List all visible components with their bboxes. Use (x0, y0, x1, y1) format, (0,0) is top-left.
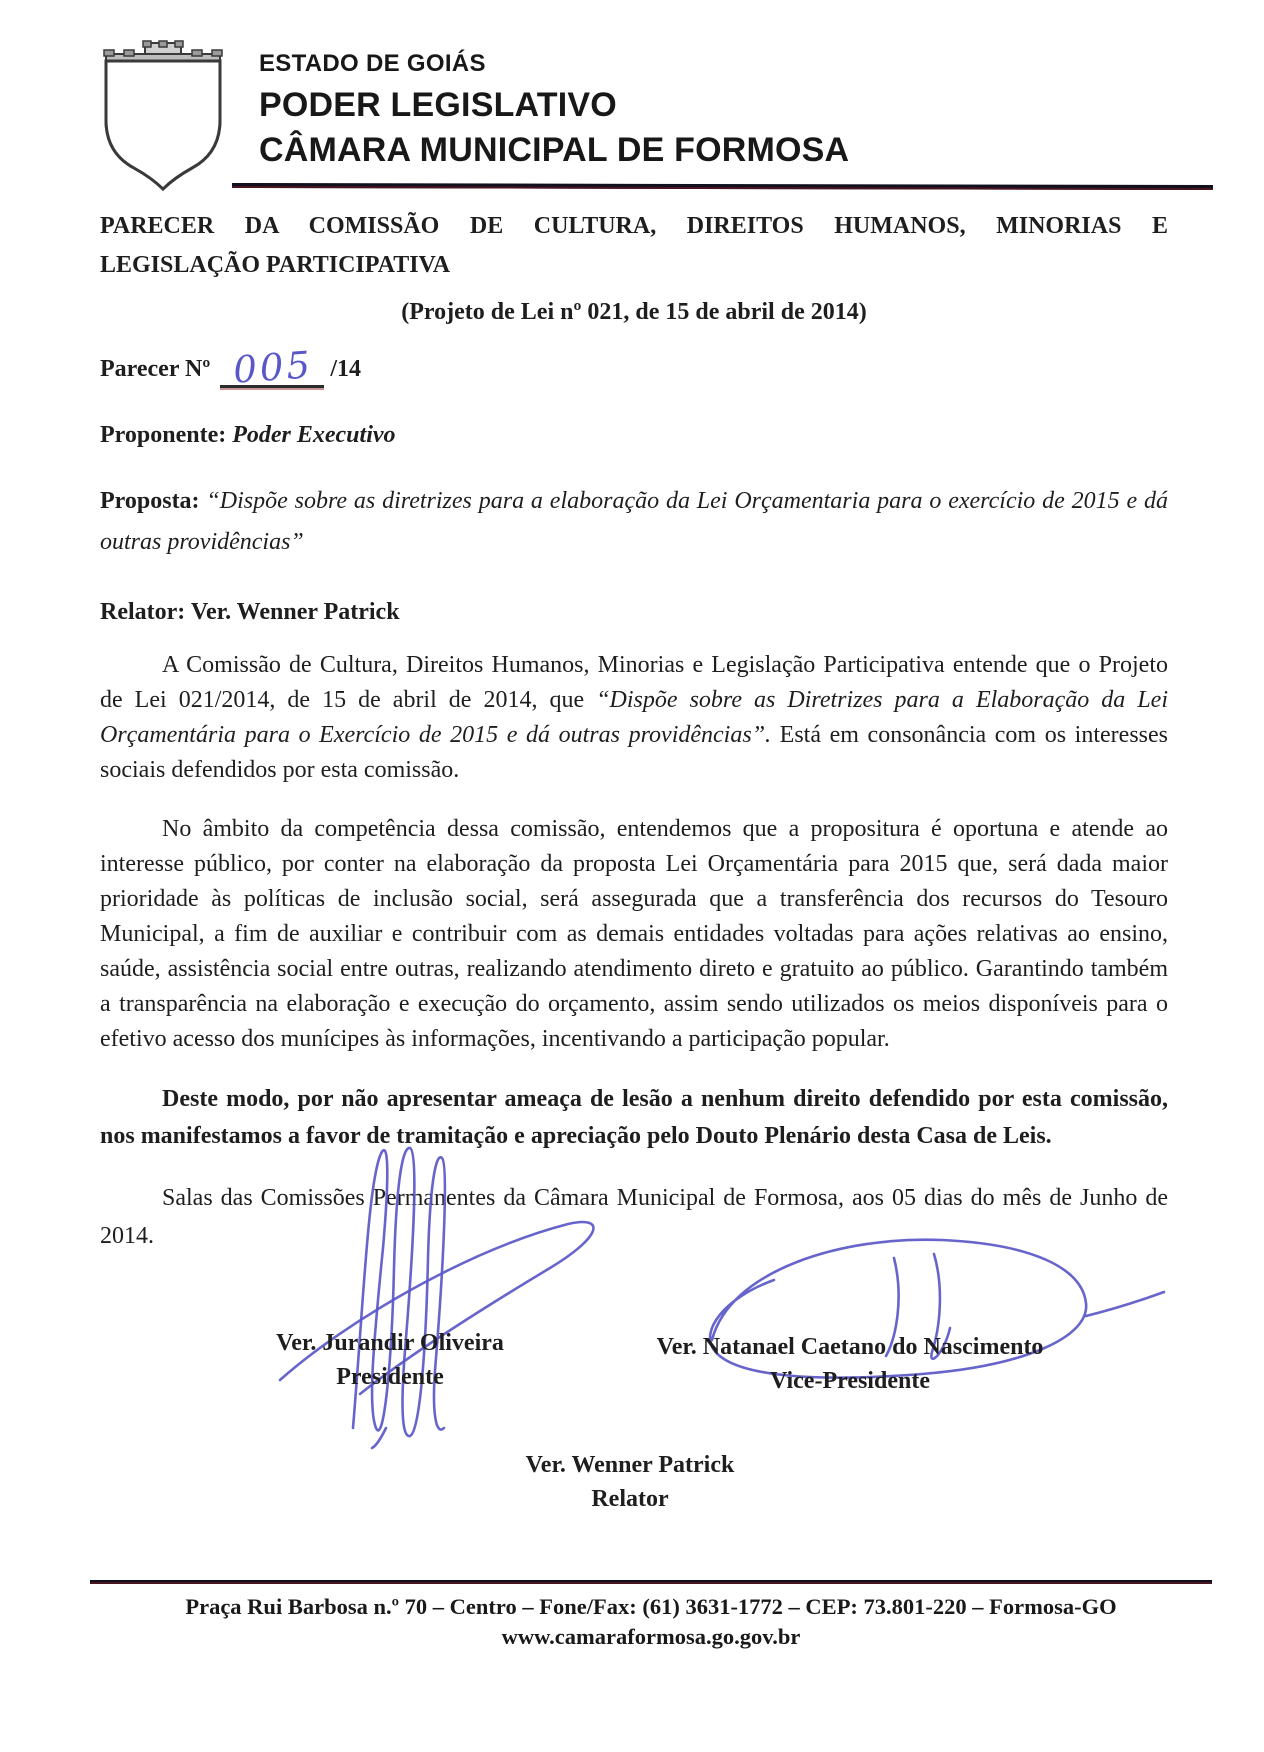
relator-line (100, 599, 1168, 626)
parecer-label: Parecer Nº (100, 356, 211, 382)
document-body (100, 207, 1168, 1279)
paragraph1-quoted-text: “Dispõe sobre as Diretrizes para a Elaboração da Lei Orçamentária para o Exercício de 2015 e dá outras providências”. (100, 687, 1169, 748)
letterhead-text (259, 40, 849, 192)
signature-block-vice-president (615, 1330, 1085, 1398)
proposta-label: Proposta: (100, 488, 200, 514)
paragraph1-text-end: Está em consonância com os interesses sociais defendidos por esta comissão. (100, 722, 1168, 783)
signature-block-relator (410, 1448, 850, 1516)
branch-name: PODER LEGISLATIVO (259, 86, 617, 124)
proponente-value: Poder Executivo (232, 422, 396, 448)
signer-role: Vice-Presidente (770, 1368, 930, 1394)
crest-castle-top (104, 41, 222, 62)
parecer-suffix: /14 (330, 356, 361, 382)
closing-date-line: Salas das Comissões Permanentes da Câmara Municipal de Formosa, aos 05 dias do mês de Junho de 2014. (100, 1185, 1168, 1249)
body-paragraph-1 (100, 648, 1168, 788)
proponente-line (100, 422, 1168, 449)
proposta-paragraph (100, 481, 1168, 563)
relator-label: Relator: (100, 599, 186, 625)
body-paragraph-2: No âmbito da competência dessa comissão, entendemos que a propositura é oportuna e atende ao interesse público, por conter na elaboração da proposta Lei Orçamentária para 2015 que, será dada maior prioridade às políticas de inclusão social, será assegurada que a transferência dos recursos do Tesouro Municipal, a fim de auxiliar e contribuir com as demais entidades voltadas para ações relativas ao ensino, saúde, assistência social entre outras, realizando atendimento direto e gratuito ao público. Garantindo também a transparência na elaboração e execução do orçamento, assim sendo utilizados os meios disponíveis para o efetivo acesso dos munícipes às informações, incentivando a participação popular. (100, 816, 1168, 1052)
parecer-number-line (100, 342, 1168, 390)
letterhead (95, 40, 849, 192)
handwritten-parecer-number: 005 (231, 343, 314, 392)
signer-name: Ver. Wenner Patrick (525, 1452, 735, 1478)
body-paragraph-3-conclusion: Deste modo, por não apresentar ameaça de lesão a nenhum direito defendido por esta comissão, nos manifestamos a favor de tramitação e apreciação pelo Douto Plenário desta Casa de Leis. (100, 1086, 1168, 1149)
signer-name: Ver. Natanael Caetano do Nascimento (656, 1334, 1044, 1360)
chamber-name: CÂMARA MUNICIPAL DE FORMOSA (259, 131, 850, 169)
paragraph1-text-start: A Comissão de Cultura, Direitos Humanos, Minorias e Legislação Participativa entende que o Projeto de Lei 021/2014, de 15 de abril de 2014, que (100, 652, 1168, 713)
coat-of-arms-icon (95, 40, 231, 192)
footer-address: Praça Rui Barbosa n.º 70 – Centro – Fone/Fax: (61) 3631-1772 – CEP: 73.801-220 – Formosa-GO (185, 1594, 1117, 1619)
page-footer (90, 1580, 1212, 1652)
document-title-line1: PARECER DA COMISSÃO DE CULTURA, DIREITOS HUMANOS, MINORIAS E (100, 213, 1168, 239)
proposta-value: “Dispõe sobre as diretrizes para a elaboração da Lei Orçamentaria para o exercício de 2015 e dá outras providências” (100, 488, 1168, 555)
document-subtitle: (Projeto de Lei nº 021, de 15 de abril de 2014) (401, 299, 867, 325)
signature-block-president (205, 1326, 575, 1394)
footer-divider (90, 1580, 1212, 1584)
proponente-label: Proponente: (100, 422, 227, 448)
relator-value: Ver. Wenner Patrick (190, 599, 400, 625)
signer-role: Relator (591, 1486, 669, 1512)
state-name: ESTADO DE GOIÁS (259, 50, 486, 77)
document-title-line2: LEGISLAÇÃO PARTICIPATIVA (100, 252, 451, 278)
footer-website: www.camaraformosa.go.gov.br (501, 1624, 801, 1649)
signer-role: Presidente (336, 1364, 444, 1390)
parecer-number-slot (220, 342, 324, 392)
signer-name: Ver. Jurandir Oliveira (276, 1330, 504, 1356)
